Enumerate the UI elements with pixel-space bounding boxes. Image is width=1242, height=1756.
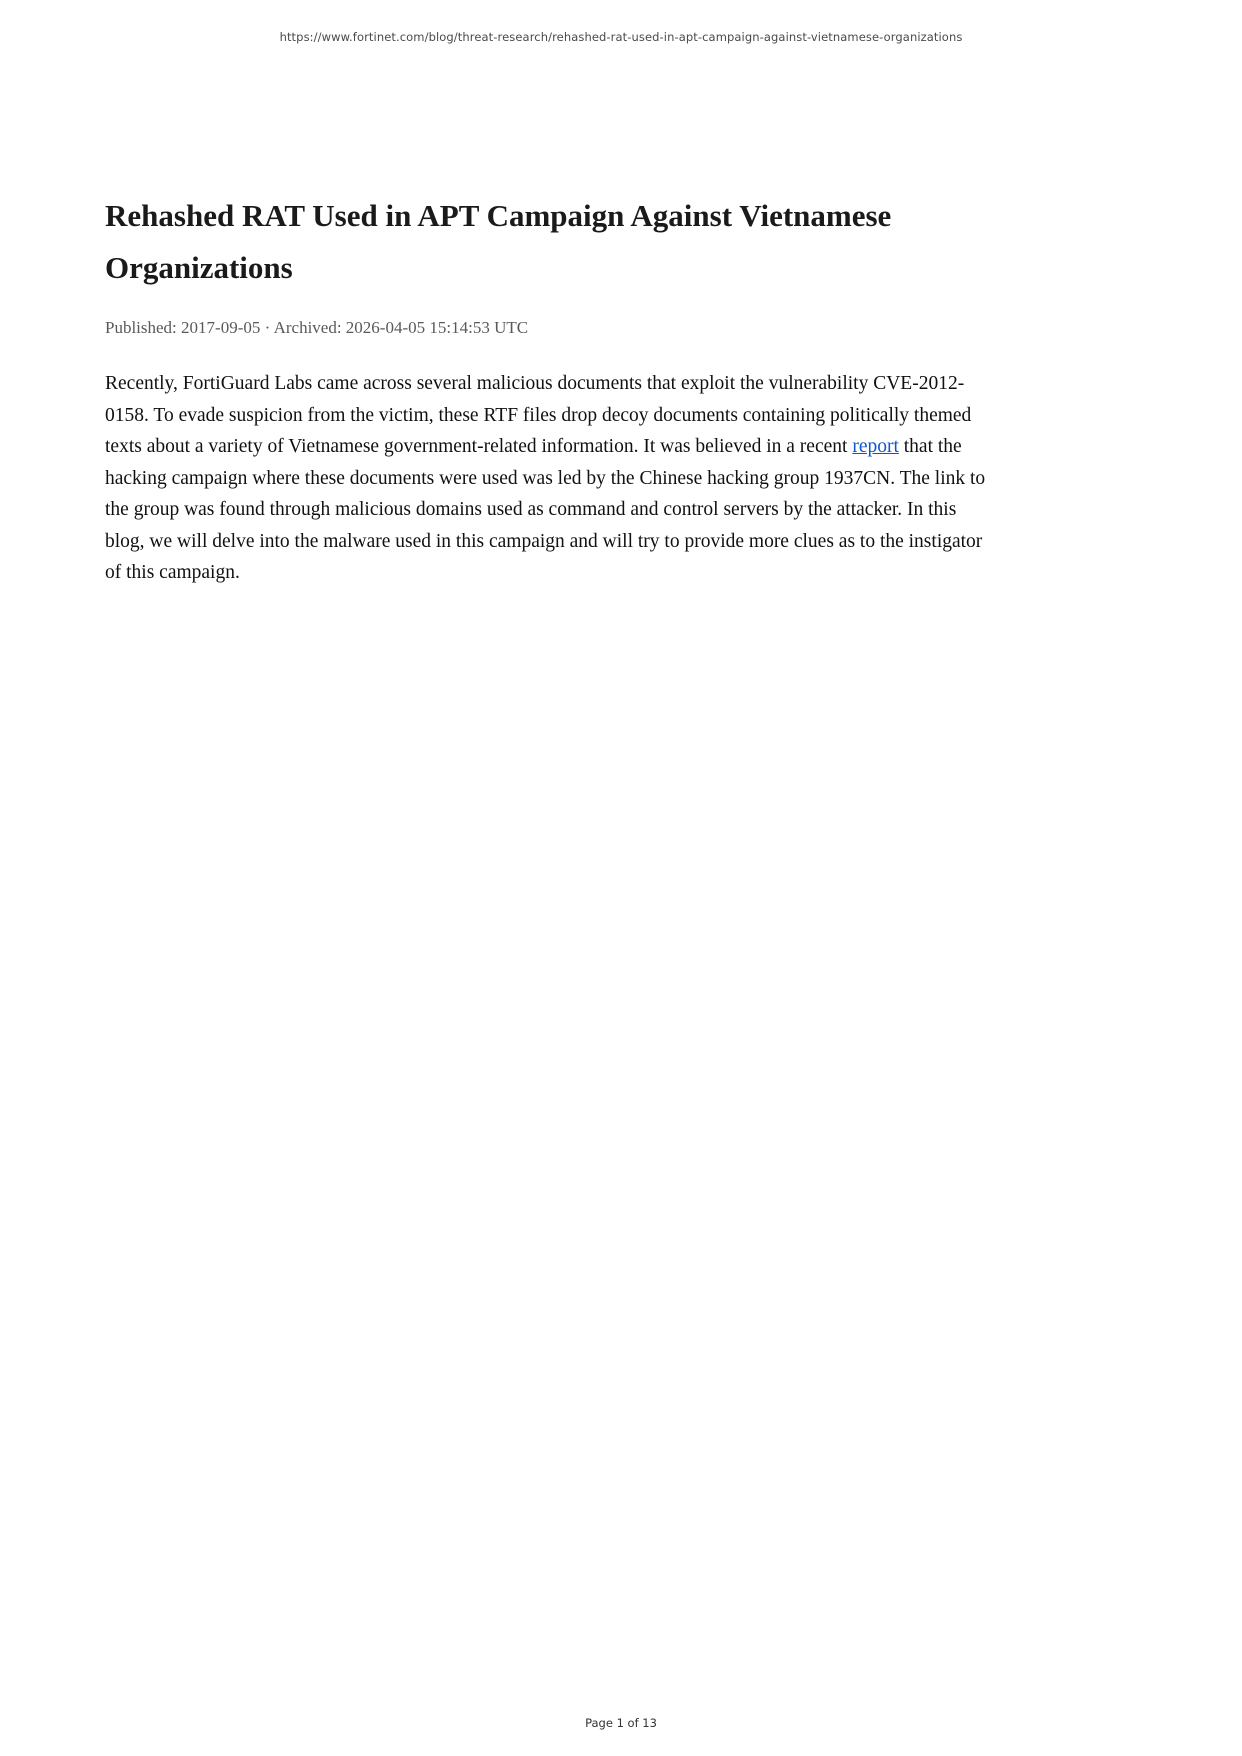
article: [105, 190, 993, 589]
page-number: Page 1 of 13: [585, 1716, 657, 1730]
paragraph-text-before-link: Recently, FortiGuard Labs came across several malicious documents that exploit the vulnerability CVE-2012-0158. To evade suspicion from the victim, these RTF files drop decoy documents containing politically themed texts about a variety of Vietnamese government-related information. It was believed in a recent: [105, 373, 972, 457]
print-header-url: https://www.fortinet.com/blog/threat-research/rehashed-rat-used-in-apt-campaign-against-vietnamese-organizations: [279, 30, 963, 44]
paragraph-text-after-link: that the hacking campaign where these documents were used was led by the Chinese hacking group 1937CN. The link to the group was found through malicious domains used as command and control servers by the attacker. In this blog, we will delve into the malware used in this campaign and will try to provide more clues as to the instigator of this campaign.: [105, 436, 986, 583]
report-link[interactable]: report: [852, 436, 899, 457]
article-meta: Published: 2017-09-05 · Archived: 2026-04-05 15:14:53 UTC: [105, 318, 529, 337]
article-paragraph: [105, 368, 993, 589]
article-title: Rehashed RAT Used in APT Campaign Against Vietnamese Organizations: [105, 198, 892, 285]
